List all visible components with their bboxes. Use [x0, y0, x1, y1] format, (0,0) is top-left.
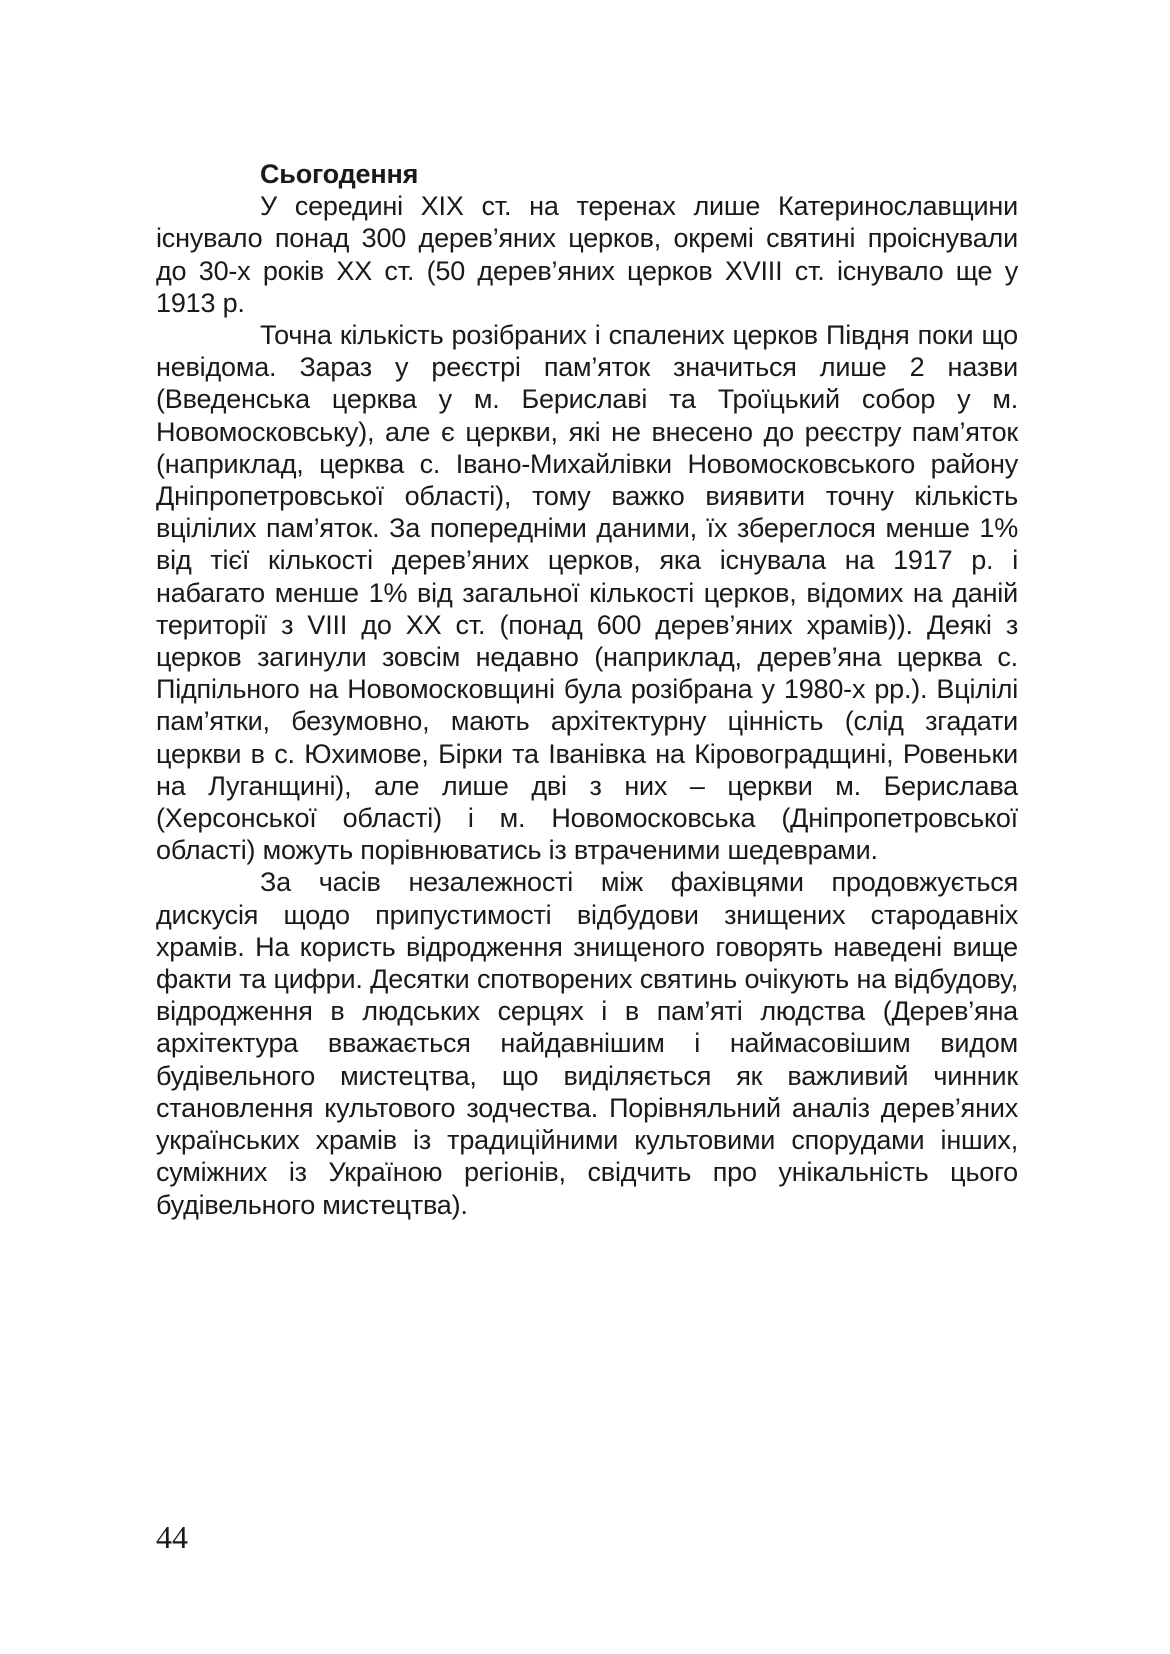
body-text	[156, 158, 1018, 1221]
section-heading: Сьогодення	[260, 159, 419, 189]
paragraph: За часів незалежності між фахівцями продовжується дискусія щодо припустимості відбудови знищених стародавніх храмів. На користь відродження знищеного говорять наведені вище факти та цифри. Десятки спотворених святинь очікують на відбудову, відродження в людських серцях і в пам’яті людства (Дерев’яна архітектура вважається найдавнішим і наймасовішим видом будівельного мистецтва, що виділяється як важливий чинник становлення культового зодчества. Порівняльний аналіз дерев’яних українських храмів із традиційними культовими спорудами інших, суміжних із Україною регіонів, свідчить про унікальність цього будівельного мистецтва).	[156, 867, 1018, 1220]
paragraph: Точна кількість розібраних і спалених церков Півдня поки що невідома. Зараз у реєстрі пам’яток значиться лише 2 назви (Введенська церква у м. Бериславі та Троїцький собор у м. Новомосковську), але є церкви, які не внесено до реєстру пам’яток (наприклад, церква с. Івано-Михайлівки Новомосковського району Дніпропетровської області), тому важко виявити точну кількість вцілілих пам’яток. За попередніми даними, їх збереглося менше 1% від тієї кількості дерев’яних церков, яка існувала на 1917 р. і набагато менше 1% від загальної кількості церков, відомих на даній території з VIII до ХХ ст. (понад 600 дерев’яних храмів)). Деякі з церков загинули зовсім недавно (наприклад, дерев’яна церква с. Підпільного на Новомосковщині була розібрана у 1980-х рр.). Вцілілі пам’ятки, безумовно, мають архітектурну цінність (слід згадати церкви в с. Юхимове, Бірки та Іванівка на Кіровоградщині, Ровеньки на Луганщині), але лише дві з них – церкви м. Берислава (Херсонської області) і м. Новомосковська (Дніпропетровської області) можуть порівнюватись із втраченими шедеврами.	[156, 320, 1018, 866]
paragraph: У середині ХІХ ст. на теренах лише Катеринославщини існувало понад 300 дерев’яних церков, окремі святині проіснували до 30-х років ХХ ст. (50 дерев’яних церков XVIII ст. існувало ще у 1913 р.	[156, 191, 1018, 318]
page-number: 44	[156, 1519, 188, 1555]
